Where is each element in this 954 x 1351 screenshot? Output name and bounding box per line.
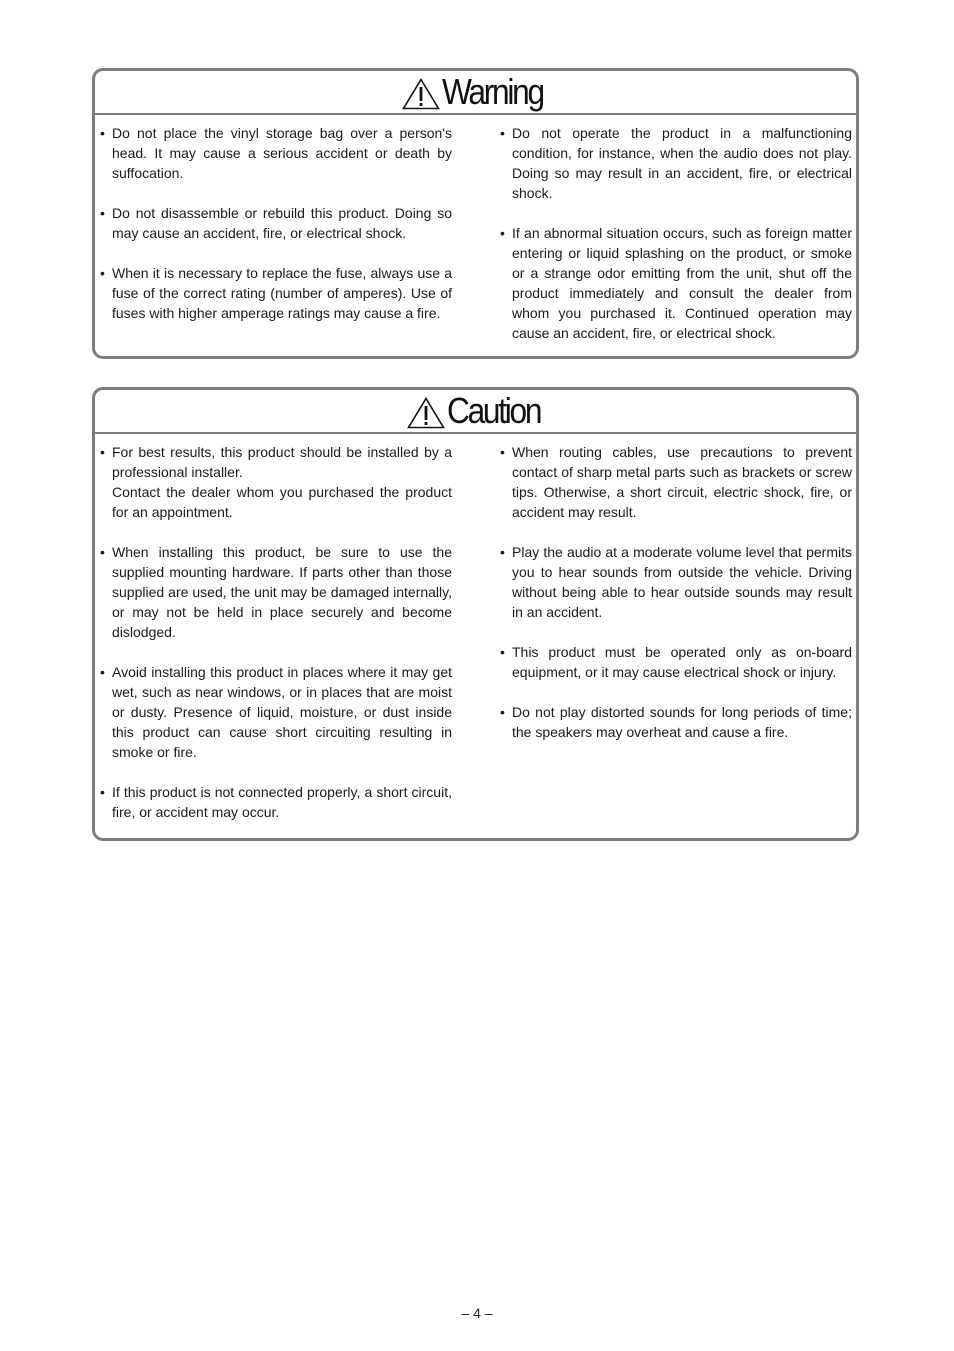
bullet: •: [500, 444, 505, 460]
warning-header: [95, 71, 856, 115]
page-number: – 4 –: [461, 1305, 493, 1321]
caution-item: [100, 542, 452, 642]
warning-left-column: [100, 123, 452, 343]
warning-item: [100, 263, 452, 323]
warning-item-text: Do not disassemble or rebuild this product. Doing so may cause an accident, fire, or electrical shock.: [112, 205, 452, 241]
caution-item-text: Avoid installing this product in places where it may get wet, such as near windows, or in places that are moist or dusty. Presence of liquid, moisture, or dust inside this product can cause short circuiting resulting in smoke or fire.: [112, 664, 452, 760]
warning-item: [100, 123, 452, 183]
caution-item-text: Do not play distorted sounds for long periods of time; the speakers may overheat and cause a fire.: [512, 704, 852, 740]
caution-right-column: [500, 442, 852, 762]
bullet: •: [100, 205, 105, 221]
bullet: •: [500, 125, 505, 141]
bullet: •: [100, 664, 105, 680]
warning-item-text: Do not place the vinyl storage bag over a person's head. It may cause a serious accident or death by suffocation.: [112, 125, 452, 181]
caution-item-extra-text: Contact the dealer whom you purchased the product for an appointment.: [112, 484, 452, 520]
caution-item: [100, 782, 452, 822]
warning-triangle-icon: [402, 78, 440, 110]
warning-item: [100, 203, 452, 243]
caution-item: [500, 542, 852, 622]
caution-item: [500, 442, 852, 522]
bullet: •: [500, 704, 505, 720]
warning-item: [500, 123, 852, 203]
caution-item-text: If this product is not connected properly, a short circuit, fire, or accident may occur.: [112, 784, 452, 820]
caution-title: Caution: [446, 390, 540, 431]
caution-item-text: Play the audio at a moderate volume level that permits you to hear sounds from outside the vehicle. Driving without being able to hear outside sounds may result in an accident.: [512, 544, 852, 620]
warning-item-text: When it is necessary to replace the fuse, always use a fuse of the correct rating (number of amperes). Use of fuses with higher amperage ratings may cause a fire.: [112, 265, 452, 321]
warning-right-column: [500, 123, 852, 363]
bullet: •: [500, 225, 505, 241]
caution-panel: [92, 387, 859, 841]
caution-item: [100, 662, 452, 762]
bullet: •: [500, 644, 505, 660]
caution-item: [100, 442, 452, 522]
caution-item-text: When routing cables, use precautions to prevent contact of sharp metal parts such as brackets or screw tips. Otherwise, a short circuit, electric shock, fire, or accident may result.: [512, 444, 852, 520]
warning-title: Warning: [442, 71, 544, 112]
bullet: •: [100, 544, 105, 560]
warning-item: [500, 223, 852, 343]
caution-left-column: [100, 442, 452, 842]
caution-item-text: When installing this product, be sure to use the supplied mounting hardware. If parts other than those supplied are used, the unit may be damaged internally, or may not be held in place securely and become dislodged.: [112, 544, 452, 640]
bullet: •: [500, 544, 505, 560]
warning-triangle-icon: [407, 397, 445, 429]
bullet: •: [100, 265, 105, 281]
bullet: •: [100, 444, 105, 460]
warning-item-text: Do not operate the product in a malfunctioning condition, for instance, when the audio does not play. Doing so may result in an accident, fire, or electrical shock.: [512, 125, 852, 201]
caution-header: [95, 390, 856, 434]
warning-item-text: If an abnormal situation occurs, such as foreign matter entering or liquid splashing on the product, or smoke or a strange odor emitting from the unit, shut off the product immediately and consult the dealer from whom you purchased it. Continued operation may cause an accident, fire, or electrical shock.: [512, 225, 852, 341]
warning-panel: [92, 68, 859, 359]
caution-item-text: For best results, this product should be installed by a professional installer.: [112, 444, 452, 480]
caution-item-text: This product must be operated only as on-board equipment, or it may cause electrical shock or injury.: [512, 644, 852, 680]
caution-item: [500, 642, 852, 682]
bullet: •: [100, 125, 105, 141]
caution-item: [500, 702, 852, 742]
bullet: •: [100, 784, 105, 800]
